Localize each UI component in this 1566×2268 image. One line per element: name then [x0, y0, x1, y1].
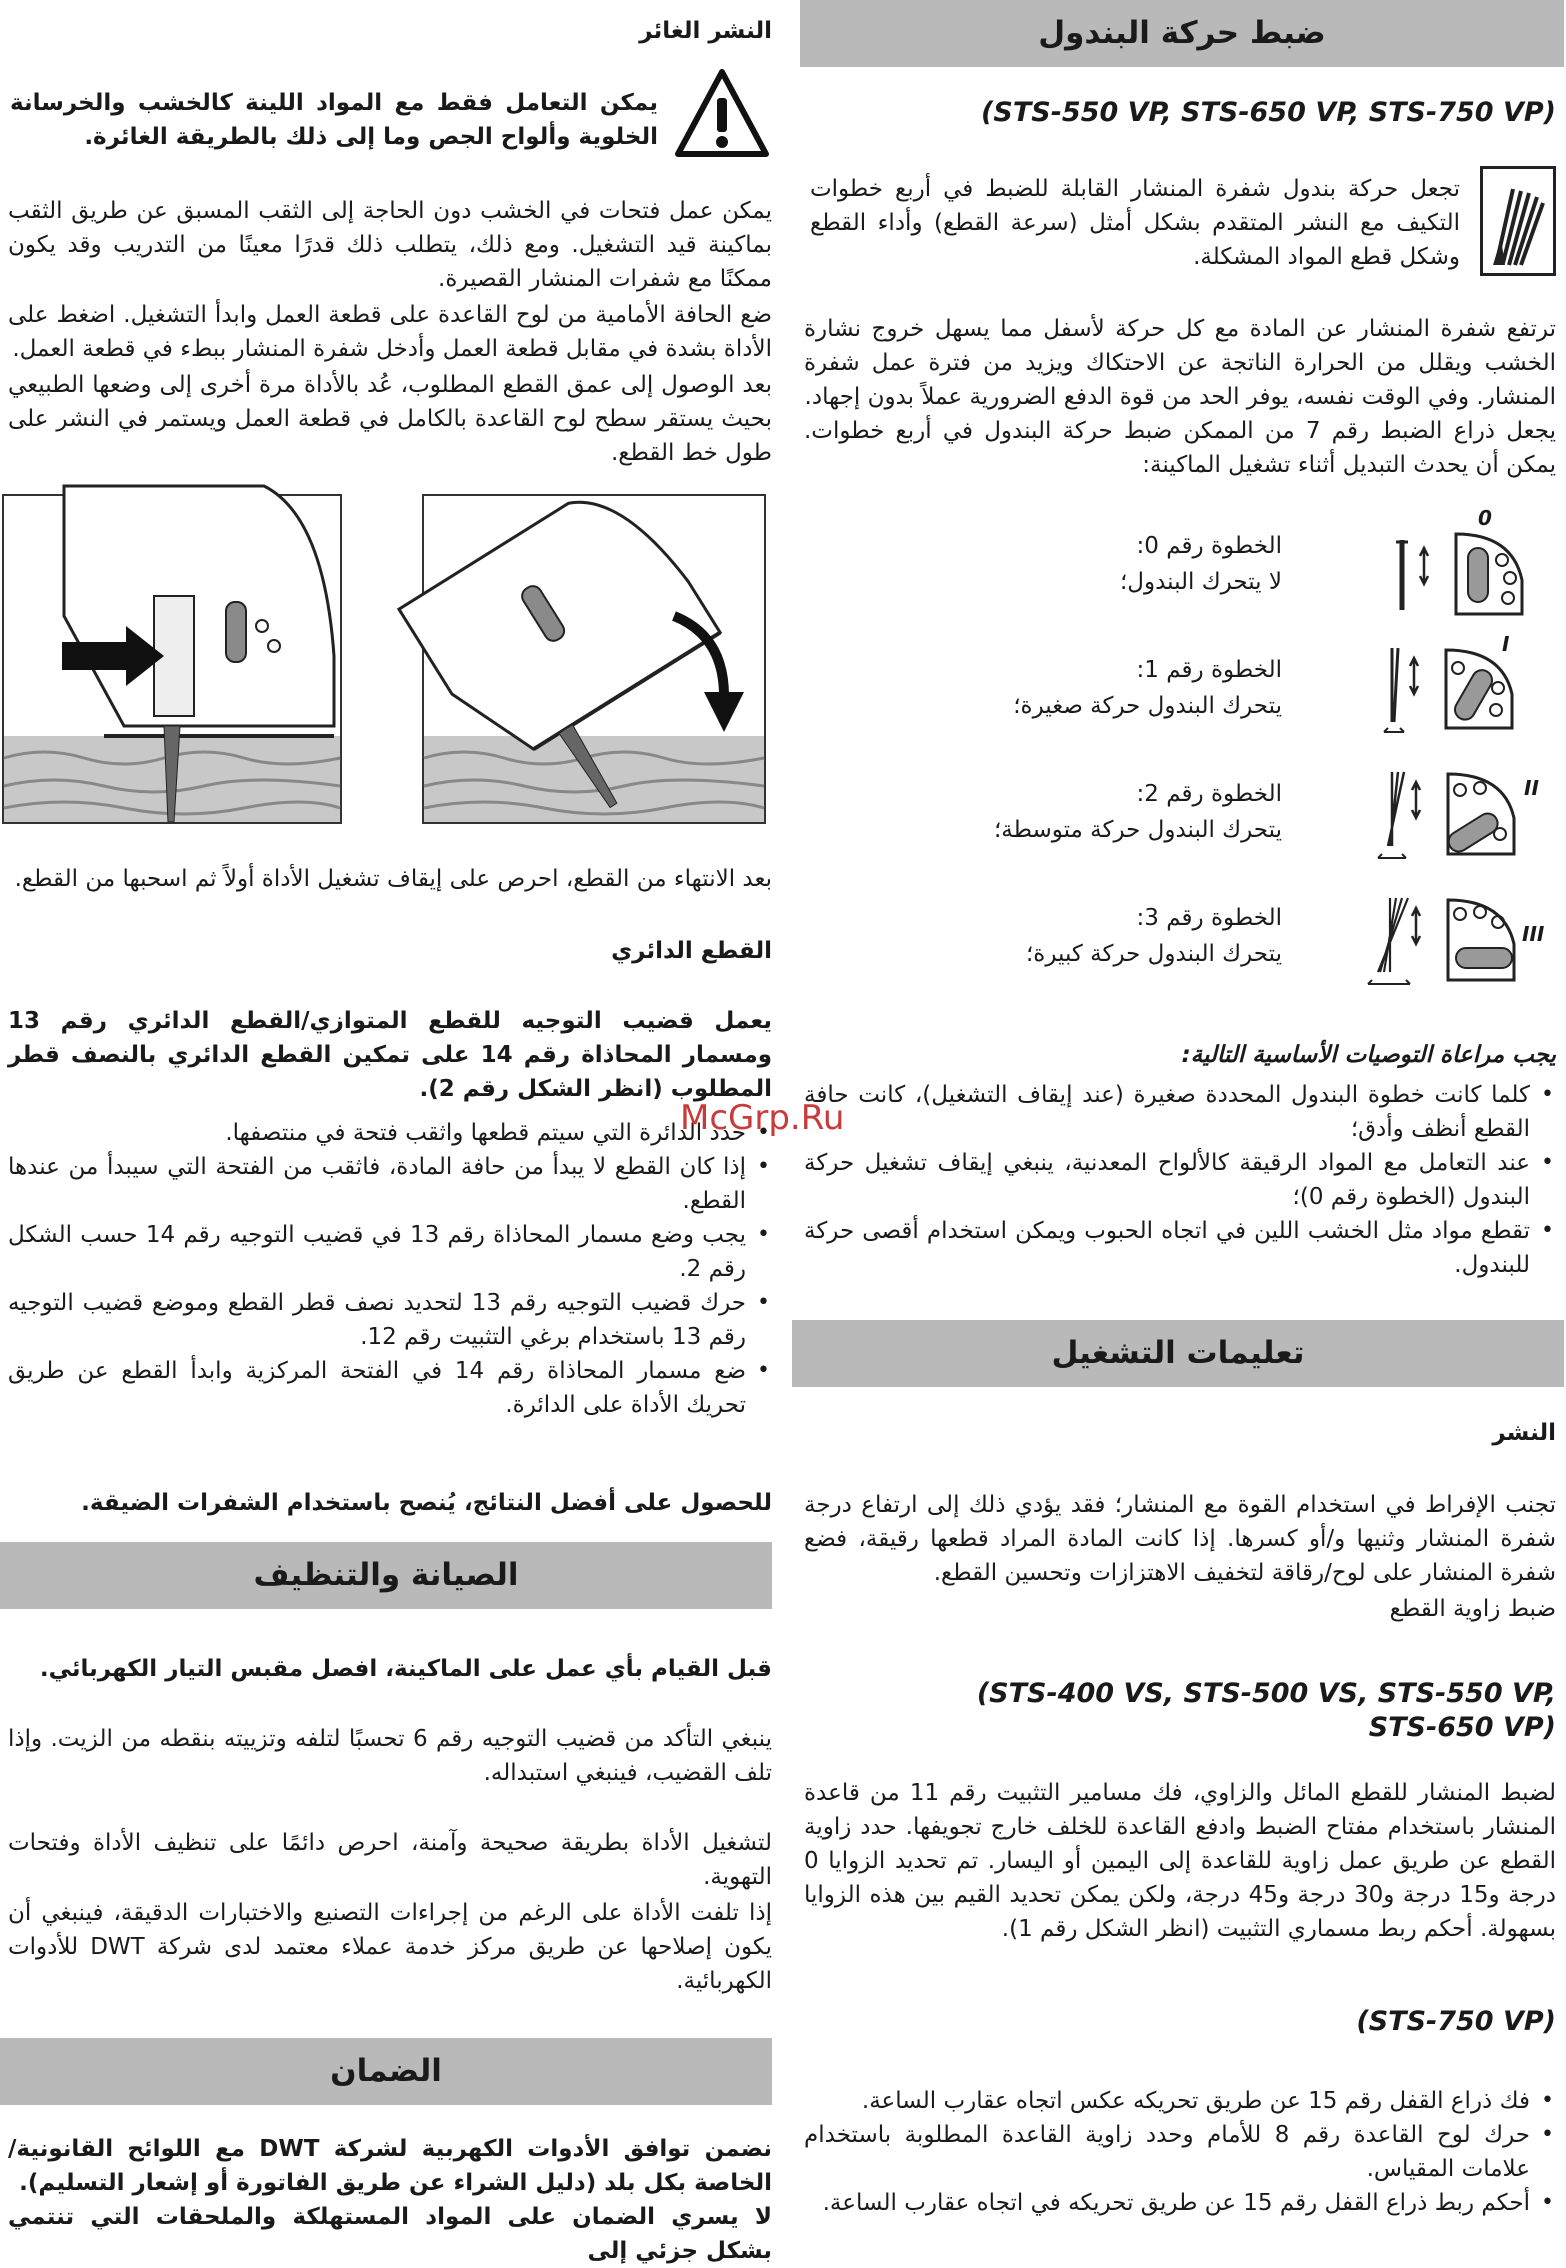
- after-cut-note: بعد الانتهاء من القطع، احرص على إيقاف تشغيل الأداة أولاً ثم اسحبها من القطع.: [14, 866, 772, 892]
- models-line-3: (STS-750 VP): [1356, 2006, 1556, 2037]
- step-3: [952, 900, 1282, 972]
- lock-item: • فك ذراع القفل رقم 15 عن طريق تحريكه عكس اتجاه عقارب الساعة.: [804, 2084, 1556, 2118]
- plunge-para-3: بعد الوصول إلى عمق القطع المطلوب، عُد بالأداة مرة أخرى إلى وضعها الطبيعي بحيث يستقر سطح لوح القاعدة بالكامل في قطعة العمل ويستمر في النشر على طول خط القطع.: [8, 372, 772, 466]
- pendulum-para-2: يجعل ذراع الضبط رقم 7 من الممكن ضبط حركة البندول في أربع خطوات. يمكن أن يحدث التبديل أثناء تشغيل الماكينة:: [804, 418, 1556, 478]
- lock-item: • حرك لوح القاعدة رقم 8 للأمام وحدد زاوية القاعدة المطلوبة باستخدام علامات المقياس.: [804, 2118, 1556, 2186]
- plunge-figure-a: [2, 494, 342, 824]
- step-2: [952, 776, 1282, 848]
- step-1-desc: يتحرك البندول حركة صغيرة؛: [1013, 693, 1282, 719]
- warranty-para-2: لا يسري الضمان على المواد المستهلكة والملحقات التي تنتمي بشكل جزئي إلى: [8, 2204, 772, 2264]
- step-0-desc: لا يتحرك البندول؛: [1119, 569, 1282, 595]
- step-2-roman: II: [1524, 776, 1539, 800]
- angle-para: لضبط المنشار للقطع المائل والزاوي، فك مسامير التثبيت رقم 11 من قاعدة المنشار باستخدام مفتاح الضبط وادفع القاعدة للخلف خارج تجويفها. حدد زاوية القطع عن طريق عمل زاوية للقاعدة إلى اليمين أو اليسار. تم تحديد الزوايا 0 درجة و15 درجة و30 درجة و45 درجة، ولكن يمكن تحديد القيم بين هذه الزوايا بسهولة. أحكم ربط مسماري التثبيت (انظر الشكل رقم 1).: [804, 1780, 1556, 1942]
- best-results-note: للحصول على أفضل النتائج، يُنصح باستخدام الشفرات الضيقة.: [81, 1490, 772, 1516]
- cut-angle-label: ضبط زاوية القطع: [1389, 1596, 1556, 1622]
- step-1-diagram-icon: [1352, 628, 1552, 738]
- plunge-heading: النشر الغائر: [639, 18, 772, 44]
- circle-item: • ضع مسمار المحاذاة رقم 14 في الفتحة المركزية وابدأ القطع عن طريق تحريك الأداة على الدائرة.: [8, 1354, 772, 1422]
- models-line-1: (STS-550 VP, STS-650 VP, STS-750 VP): [981, 97, 1556, 128]
- circle-list: [8, 1116, 772, 1422]
- step-3-diagram-icon: [1340, 880, 1562, 992]
- step-1: [952, 652, 1282, 724]
- plunge-para-1: يمكن عمل فتحات في الخشب دون الحاجة إلى الثقب المسبق عن طريق الثقب بماكينة قيد التشغيل. ومع ذلك، يتطلب ذلك قدرًا معينًا من التدريب وقد يكون ممكنًا مع شفرات المنشار القصيرة.: [8, 198, 772, 292]
- warranty-heading: الضمان: [0, 2038, 772, 2105]
- circle-item: • يجب وضع مسمار المحاذاة رقم 13 في قضيب التوجيه رقم 14 حسب الشكل رقم 2.: [8, 1218, 772, 1286]
- step-0-title: الخطوة رقم 0:: [1136, 533, 1282, 559]
- pendulum-heading: ضبط حركة البندول: [800, 0, 1564, 67]
- maintenance-para-3: إذا تلفت الأداة على الرغم من إجراءات التصنيع والاختبارات الدقيقة، فينبغي أن يكون إصلاحها عن طريق مركز خدمة عملاء معتمد لدى شركة DWT للأدوات الكهربائية.: [8, 1900, 772, 1994]
- warning-triangle-icon: [672, 66, 772, 162]
- step-2-title: الخطوة رقم 2:: [1136, 781, 1282, 807]
- recommend-item: • عند التعامل مع المواد الرقيقة كالألواح المعدنية، ينبغي إيقاف تشغيل حركة البندول (الخطوة رقم 0)؛: [804, 1146, 1556, 1214]
- maintenance-para-1: ينبغي التأكد من قضيب التوجيه رقم 6 تحسبًا لتلفه وتزييته بنقطه من الزيت. وإذا تلف القضيب، فينبغي استبداله.: [8, 1726, 772, 1786]
- maintenance-heading: الصيانة والتنظيف: [0, 1542, 772, 1609]
- unplug-note: قبل القيام بأي عمل على الماكينة، افصل مقبس التيار الكهربائي.: [39, 1656, 772, 1682]
- pendulum-steps: [792, 506, 1564, 980]
- plunge-figure-b: [422, 494, 766, 824]
- plunge-para-2: ضع الحافة الأمامية من لوح القاعدة على قطعة العمل وابدأ التشغيل. اضغط على الأداة بشدة في مقابل قطعة العمل وأدخل شفرة المنشار ببطء في قطعة العمل.: [8, 302, 772, 362]
- sawing-heading: النشر: [1492, 1420, 1556, 1446]
- pendulum-intro: تجعل حركة بندول شفرة المنشار القابلة للضبط في أربع خطوات التكيف مع النشر المتقدم بشكل أمثل (سرعة القطع) وأداء القطع وشكل قطع المواد المشكلة.: [810, 176, 1460, 270]
- step-3-desc: يتحرك البندول حركة كبيرة؛: [1025, 941, 1282, 967]
- circle-para: يعمل قضيب التوجيه للقطع المتوازي/القطع الدائري رقم 13 ومسمار المحاذاة رقم 14 على تمكين القطع الدائري بالنصف قطر المطلوب (انظر الشكل رقم 2).: [8, 1008, 772, 1102]
- step-0: [952, 528, 1282, 600]
- circle-heading: القطع الدائري: [611, 938, 772, 964]
- circle-item: • حرك قضيب التوجيه رقم 13 لتحديد نصف قطر القطع وموضع قضيب التوجيه رقم 13 باستخدام برغي التثبيت رقم 12.: [8, 1286, 772, 1354]
- right-column: [792, 0, 1564, 2239]
- circle-item: • حدد الدائرة التي سيتم قطعها واثقب فتحة في منتصفها.: [8, 1116, 772, 1150]
- watermark: McGrp.Ru: [680, 1098, 845, 1138]
- models-line-2b: STS-650 VP): [1368, 1712, 1556, 1743]
- step-0-diagram-icon: [1372, 506, 1552, 620]
- step-2-diagram-icon: [1348, 754, 1562, 864]
- step-2-desc: يتحرك البندول حركة متوسطة؛: [993, 817, 1282, 843]
- warning-text: يمكن التعامل فقط مع المواد اللينة كالخشب والخرسانة الخلوية وألواح الجص وما إلى ذلك بالطريقة الغائرة.: [10, 90, 658, 150]
- step-1-title: الخطوة رقم 1:: [1136, 657, 1282, 683]
- maintenance-para-2: لتشغيل الأداة بطريقة صحيحة وآمنة، احرص دائمًا على تنظيف الأداة وفتحات التهوية.: [8, 1830, 772, 1890]
- models-line-2: (STS-400 VS, STS-500 VS, STS-550 VP,: [976, 1678, 1556, 1709]
- left-column: [0, 0, 772, 2264]
- circle-item: • إذا كان القطع لا يبدأ من حافة المادة، فاثقب من الفتحة التي سيبدأ من عندها القطع.: [8, 1150, 772, 1218]
- operating-instructions-heading: تعليمات التشغيل: [792, 1320, 1564, 1387]
- step-1-roman: I: [1502, 632, 1510, 656]
- pendulum-para-1: ترتفع شفرة المنشار عن المادة مع كل حركة لأسفل مما يسهل خروج نشارة الخشب ويقلل من الحرارة الناتجة عن الاحتكاك ويزيد من فترة عمل شفرة المنشار. وفي الوقت نفسه، يوفر الحد من قوة الدفع الضرورية عملاً بدون إجهاد.: [804, 316, 1556, 410]
- step-3-title: الخطوة رقم 3:: [1136, 905, 1282, 931]
- step-0-roman: 0: [1478, 506, 1492, 530]
- lock-item: • أحكم ربط ذراع القفل رقم 15 عن طريق تحريكه في اتجاه عقارب الساعة.: [804, 2186, 1556, 2220]
- warranty-para-1: نضمن توافق الأدوات الكهربية لشركة DWT مع اللوائح القانونية/الخاصة بكل بلد (دليل الشراء عن طريق الفاتورة أو إشعار التسليم).: [8, 2136, 772, 2196]
- recommend-item: • تقطع مواد مثل الخشب اللين في اتجاه الحبوب ويمكن استخدام أقصى حركة للبندول.: [804, 1214, 1556, 1282]
- lock-list: [804, 2084, 1556, 2220]
- sawing-para: تجنب الإفراط في استخدام القوة مع المنشار؛ فقد يؤدي ذلك إلى ارتفاع درجة شفرة المنشار وثنيها و/أو كسرها. إذا كانت المادة المراد قطعها رقيقة، فضع شفرة المنشار على لوح/رقاقة لتخفيف الاهتزازات وتحسين القطع.: [804, 1492, 1556, 1586]
- recommend-heading: يجب مراعاة التوصيات الأساسية التالية:: [1181, 1042, 1556, 1068]
- recommend-item: • كلما كانت خطوة البندول المحددة صغيرة (عند إيقاف التشغيل)، كانت حافة القطع أنظف وأدق؛: [804, 1078, 1556, 1146]
- step-3-roman: III: [1522, 922, 1545, 946]
- pendulum-blade-icon: [1480, 166, 1556, 276]
- recommend-list: [804, 1078, 1556, 1282]
